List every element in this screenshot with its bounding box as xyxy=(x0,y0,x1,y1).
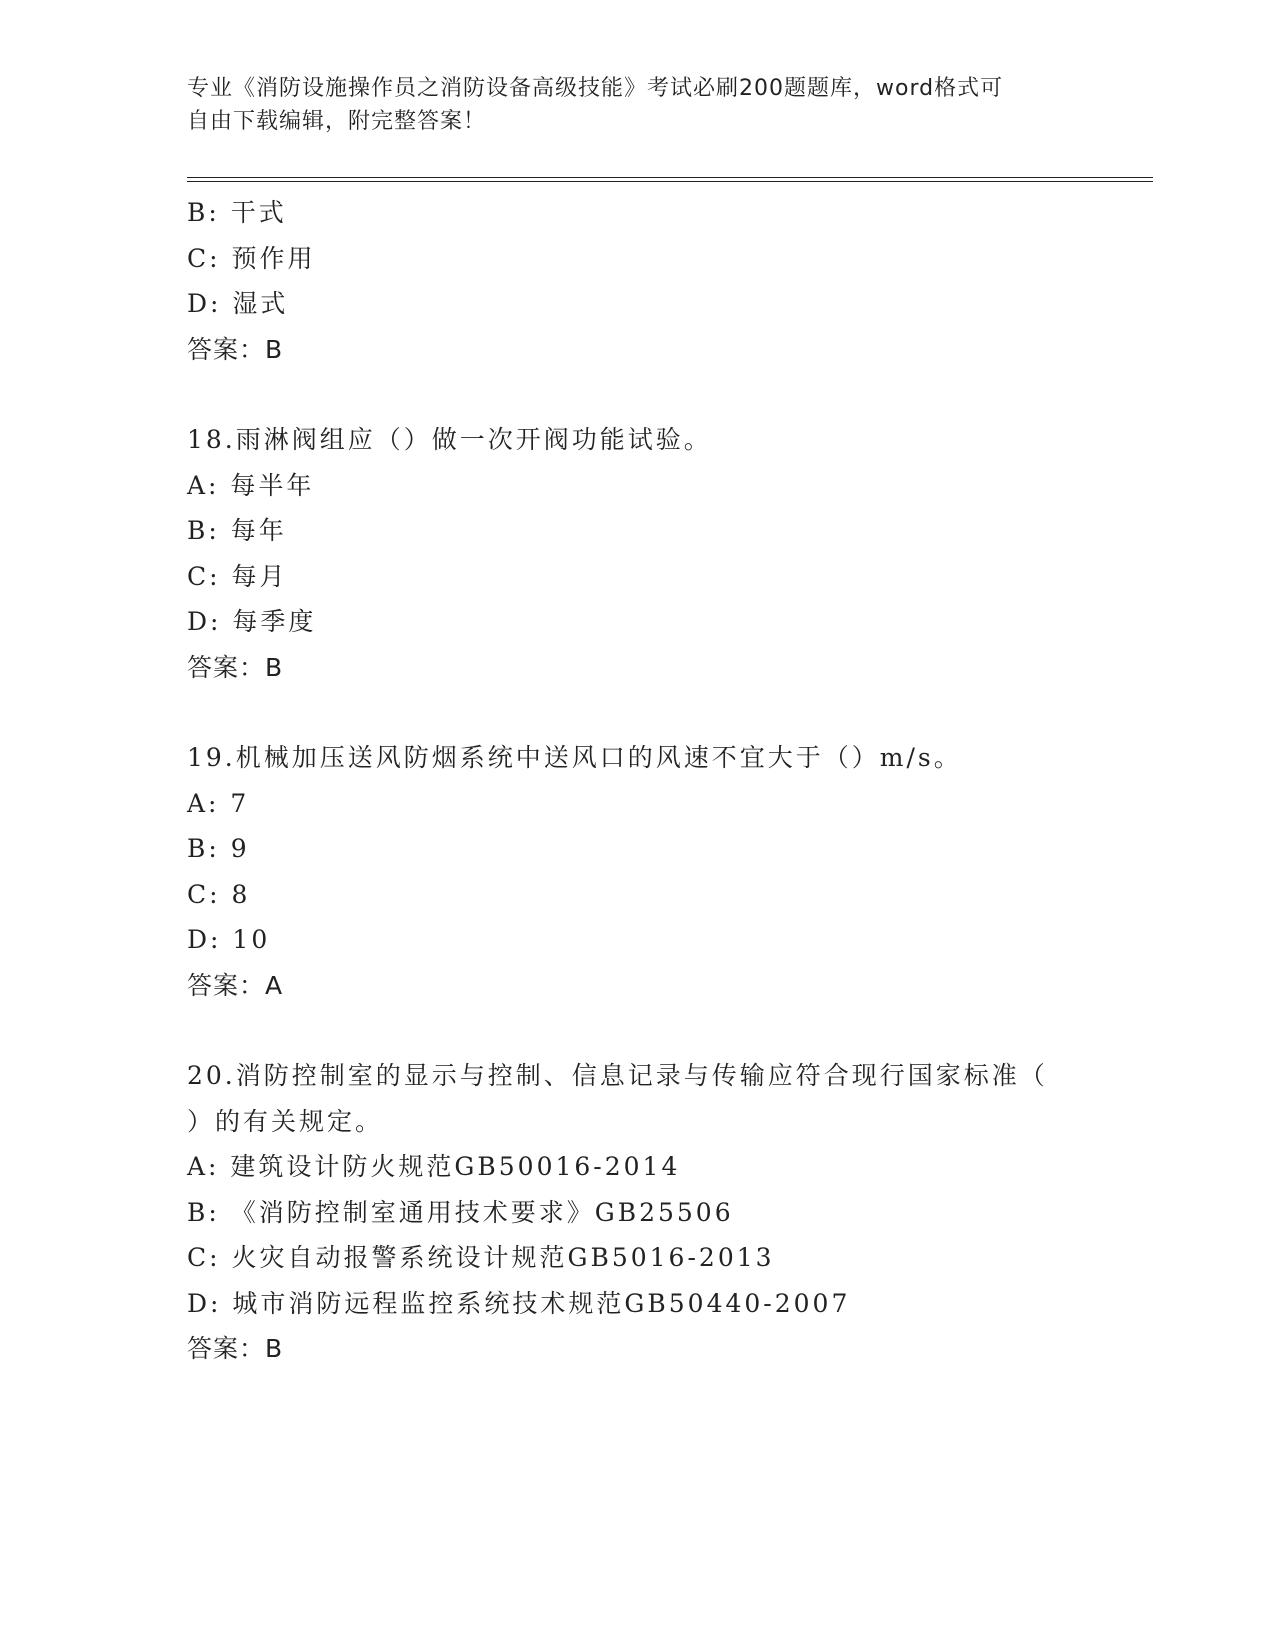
option-c: C: 火灾自动报警系统设计规范GB5016-2013 xyxy=(187,1243,775,1272)
header-line-1: 专业《消防设施操作员之消防设备高级技能》考试必刷200题题库，word格式可 xyxy=(187,76,1004,101)
answer-line: 答案：B xyxy=(187,334,284,364)
option-d: D: 湿式 xyxy=(187,289,289,318)
spacer xyxy=(187,372,1087,417)
option-a: A: 建筑设计防火规范GB50016-2014 xyxy=(187,1152,681,1181)
answer-line: 答案：A xyxy=(187,970,284,1000)
question-stem: 19.机械加压送风防烟系统中送风口的风速不宜大于（）m/s。 xyxy=(187,743,962,772)
option-c: C: 预作用 xyxy=(187,243,316,273)
option-c: C: 每月 xyxy=(187,561,288,591)
spacer xyxy=(187,690,1087,735)
option-c: C: 8 xyxy=(187,879,251,909)
option-b: B: 干式 xyxy=(187,198,287,227)
question-block-19 xyxy=(187,735,1087,1008)
option-a: A: 7 xyxy=(187,788,250,818)
header-divider-top xyxy=(187,177,1153,178)
option-d: D: 10 xyxy=(187,925,271,954)
question-stem-line-2: ）的有关规定。 xyxy=(187,1106,384,1136)
question-block-18 xyxy=(187,417,1087,690)
header-line-2: 自由下载编辑，附完整答案！ xyxy=(187,109,487,134)
option-a: A: 每半年 xyxy=(187,470,315,500)
option-b: B: 《消防控制室通用技术要求》GB25506 xyxy=(187,1197,734,1227)
document-header xyxy=(187,72,1067,138)
option-b: B: 9 xyxy=(187,834,250,863)
option-d: D: 城市消防远程监控系统技术规范GB50440-2007 xyxy=(187,1288,851,1318)
header-divider-bottom xyxy=(187,181,1153,182)
option-b: B: 每年 xyxy=(187,516,287,545)
question-stem: 18.雨淋阀组应（）做一次开阀功能试验。 xyxy=(187,425,712,454)
spacer xyxy=(187,1008,1087,1053)
option-d: D: 每季度 xyxy=(187,607,317,636)
answer-line: 答案：B xyxy=(187,1334,284,1363)
question-block-17 xyxy=(187,190,1087,372)
answer-line: 答案：B xyxy=(187,652,284,682)
question-block-20 xyxy=(187,1053,1087,1372)
question-stem-line-1: 20.消防控制室的显示与控制、信息记录与传输应符合现行国家标准（ xyxy=(187,1061,1048,1090)
question-list xyxy=(187,190,1087,1372)
